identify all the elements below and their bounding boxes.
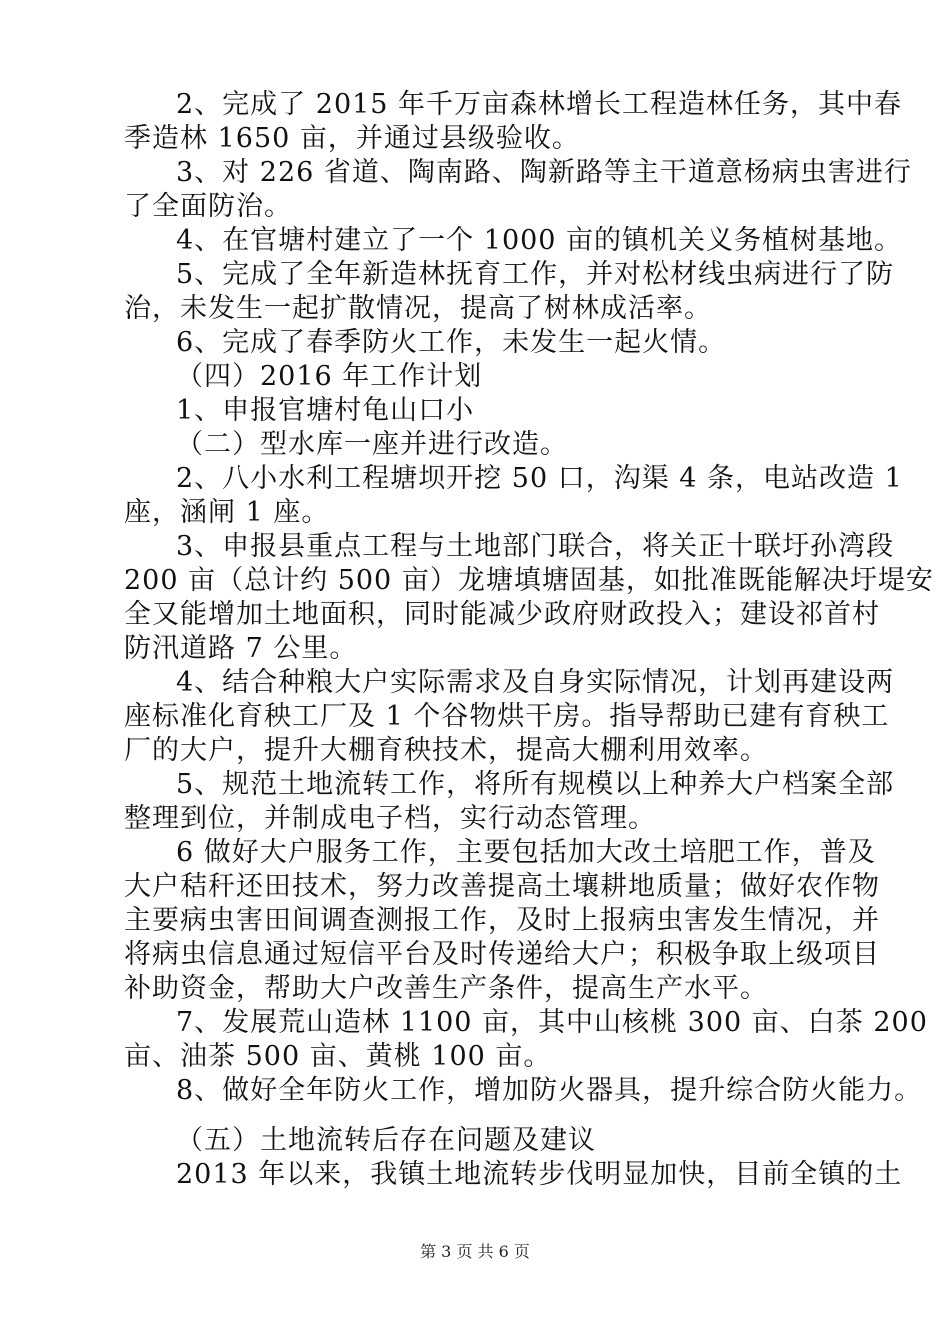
paragraph-line: 2、八小水利工程塘坝开挖 50 口，沟渠 4 条，电站改造 1 — [176, 463, 903, 494]
paragraph-line: 2、完成了 2015 年千万亩森林增长工程造林任务，其中春 — [176, 89, 903, 120]
paragraph-line: 防汛道路 7 公里。 — [124, 633, 358, 664]
paragraph-line: 5、规范土地流转工作，将所有规模以上种养大户档案全部 — [176, 769, 895, 800]
paragraph-line: 5、完成了全年新造林抚育工作，并对松材线虫病进行了防 — [176, 259, 895, 290]
paragraph-line: 亩、油茶 500 亩、黄桃 100 亩。 — [124, 1041, 552, 1072]
paragraph-line: 主要病虫害田间调查测报工作，及时上报病虫害发生情况，并 — [124, 905, 880, 936]
paragraph-line: 整理到位，并制成电子档，实行动态管理。 — [124, 803, 656, 834]
paragraph-line: （二）型水库一座并进行改造。 — [176, 429, 568, 460]
paragraph-line: 6 做好大户服务工作，主要包括加大改土培肥工作，普及 — [176, 837, 876, 868]
paragraph-line: 4、在官塘村建立了一个 1000 亩的镇机关义务植树基地。 — [176, 225, 903, 256]
paragraph-line: 1、申报官塘村龟山口小 — [176, 395, 475, 426]
paragraph-line: 3、申报县重点工程与土地部门联合，将关正十联圩孙湾段 — [176, 531, 895, 562]
paragraph-line: 大户秸秆还田技术，努力改善提高土壤耕地质量；做好农作物 — [124, 871, 880, 902]
paragraph-line: 季造林 1650 亩，并通过县级验收。 — [124, 123, 580, 154]
paragraph-line: 6、完成了春季防火工作，未发生一起火情。 — [176, 327, 727, 358]
paragraph-line: 8、做好全年防火工作，增加防火器具，提升综合防火能力。 — [176, 1075, 923, 1106]
paragraph-line: 2013 年以来，我镇土地流转步伐明显加快，目前全镇的土 — [176, 1159, 903, 1190]
paragraph-line: 补助资金，帮助大户改善生产条件，提高生产水平。 — [124, 973, 768, 1004]
page-number-footer: 第 3 页 共 6 页 — [420, 1242, 530, 1261]
paragraph-line: 治，未发生一起扩散情况，提高了树林成活率。 — [124, 293, 712, 324]
section-heading: （四）2016 年工作计划 — [176, 361, 483, 392]
paragraph-line: 3、对 226 省道、陶南路、陶新路等主干道意杨病虫害进行 — [176, 157, 912, 188]
paragraph-line: 7、发展荒山造林 1100 亩，其中山核桃 300 亩、白茶 200 — [176, 1007, 928, 1038]
paragraph-line: 了全面防治。 — [124, 191, 292, 222]
paragraph-line: 200 亩（总计约 500 亩）龙塘填塘固基，如批准既能解决圩堤安 — [124, 565, 934, 596]
paragraph-line: 座，涵闸 1 座。 — [124, 497, 330, 528]
paragraph-line: 厂的大户，提升大棚育秧技术，提高大棚利用效率。 — [124, 735, 768, 766]
paragraph-line: 4、结合种粮大户实际需求及自身实际情况，计划再建设两 — [176, 667, 895, 698]
paragraph-line: 座标准化育秧工厂及 1 个谷物烘干房。指导帮助已建有育秧工 — [124, 701, 890, 732]
paragraph-line: 将病虫信息通过短信平台及时传递给大户；积极争取上级项目 — [124, 939, 880, 970]
paragraph-line: 全又能增加土地面积，同时能减少政府财政投入；建设祁首村 — [124, 599, 880, 630]
section-heading: （五）土地流转后存在问题及建议 — [176, 1125, 596, 1156]
